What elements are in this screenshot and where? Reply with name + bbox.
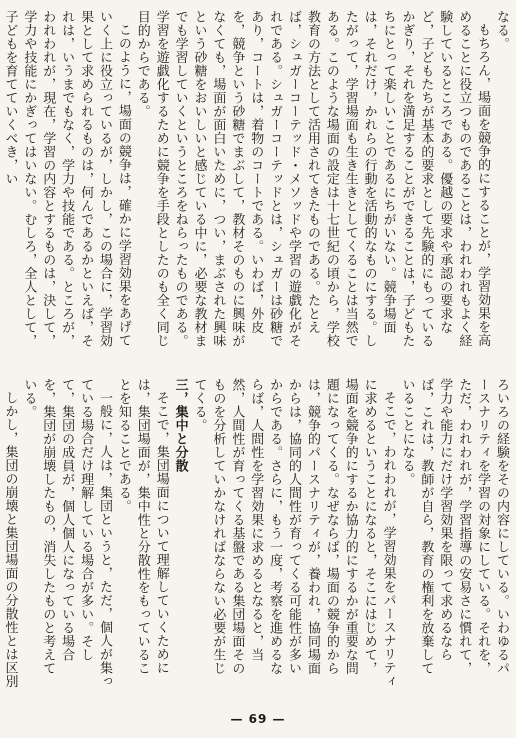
page-number: — 69 — [230,712,286,726]
paragraph: このように，場面の競争は，確かに学習効果をあげていく上に役立っているが，しかし，この場合に，学習効果として求められるものは，何んであるかといえば，それは，いうまでもなく，学力や技能である。ところが，われわれが，現在，学習の内容とするものは，決して，学力や技能にかぎってはいない。むしろ，全人として，子どもを育てていくべき，い [2,10,131,348]
section-heading: 三，集中と分散 [172,378,188,473]
paragraph: なる。 [494,10,509,51]
upper-text-block [2,10,510,358]
paragraph: 一般に，人は，集団というと，ただ，個人が集っている場合だけ理解している場合が多い。そして，集団の成員が，個人個人になっている場合を，集団が崩壊したもの，消失したものと考えている。 [21,378,112,688]
paragraph: もちろん，場面を競争的にすることが，学習効果を高めることに役立つものであることは，われわれもよく経験しているところである。優越の要求や承認の要求など，子どもたちが基本的要求として先験的にもっているかぎり，それを満足することができることは，子どもたちにとって楽しいことであるにちがいない。競争場面は，それだけ，かれらの行動を活動的なものにする。したがって，学習場面も生き生きとしてくることは当然である。このような場面の設定は十七世紀の頃から，学校教育の方法として活用されてきたものである。たとえば，シュガーコーテッド・メソッドや学習の遊戯化がそれである。シュガーコーテッドとは，シュガーは砂糖であり，コートは，着物のコートである。いわば，外皮を，競争という砂糖でまぶして，教材そのものに興味がなくても，場面が面白いために，つい，まぶされた興味という砂糖をおいしいと感じている中に，必要な教材までも学習していくというところをねらったものである。学習を遊戯化するために競争を手段としたのも全く同じ目的からである。 [134,10,491,348]
paragraph: しかし，集団の崩壊と集団場面の分散性とは区別 [2,391,18,688]
paragraph: そこで，われわれが，学習効果をパースナリティに求めるということになると，そこにはじめて，場面を競争的にするか協力的にするかが重要な問題になってくる。なぜならば，場面の競争的からは，競争的パースナリティが，養われ，協同場面からは，協同的人間性が育ってくる可能性が多いからである。さらに，もう一度，考察を進めるならば，人間性を学習効果に求めるとなると，当然，人間性が育ってくる基盤である集団場面そのものを分析していかなければならない必要が生じてくる。 [191,378,396,688]
paragraph: ろいろの経験をその内容にしている。いわゆるパースナリティを学習の対象にしている。それを，ただ，われわれが，学習指導の安易さに慣れて，学力や能力にだけ学習効果を限って求めるならば，これは，教師が自ら，教育の権利を放棄していることになる。 [399,378,509,675]
lower-text-block [2,378,510,688]
paragraph: そこで，集団場面について理解していくためには，集団場面が，集中性と分散性をもっていることを知ることである。 [115,378,169,675]
